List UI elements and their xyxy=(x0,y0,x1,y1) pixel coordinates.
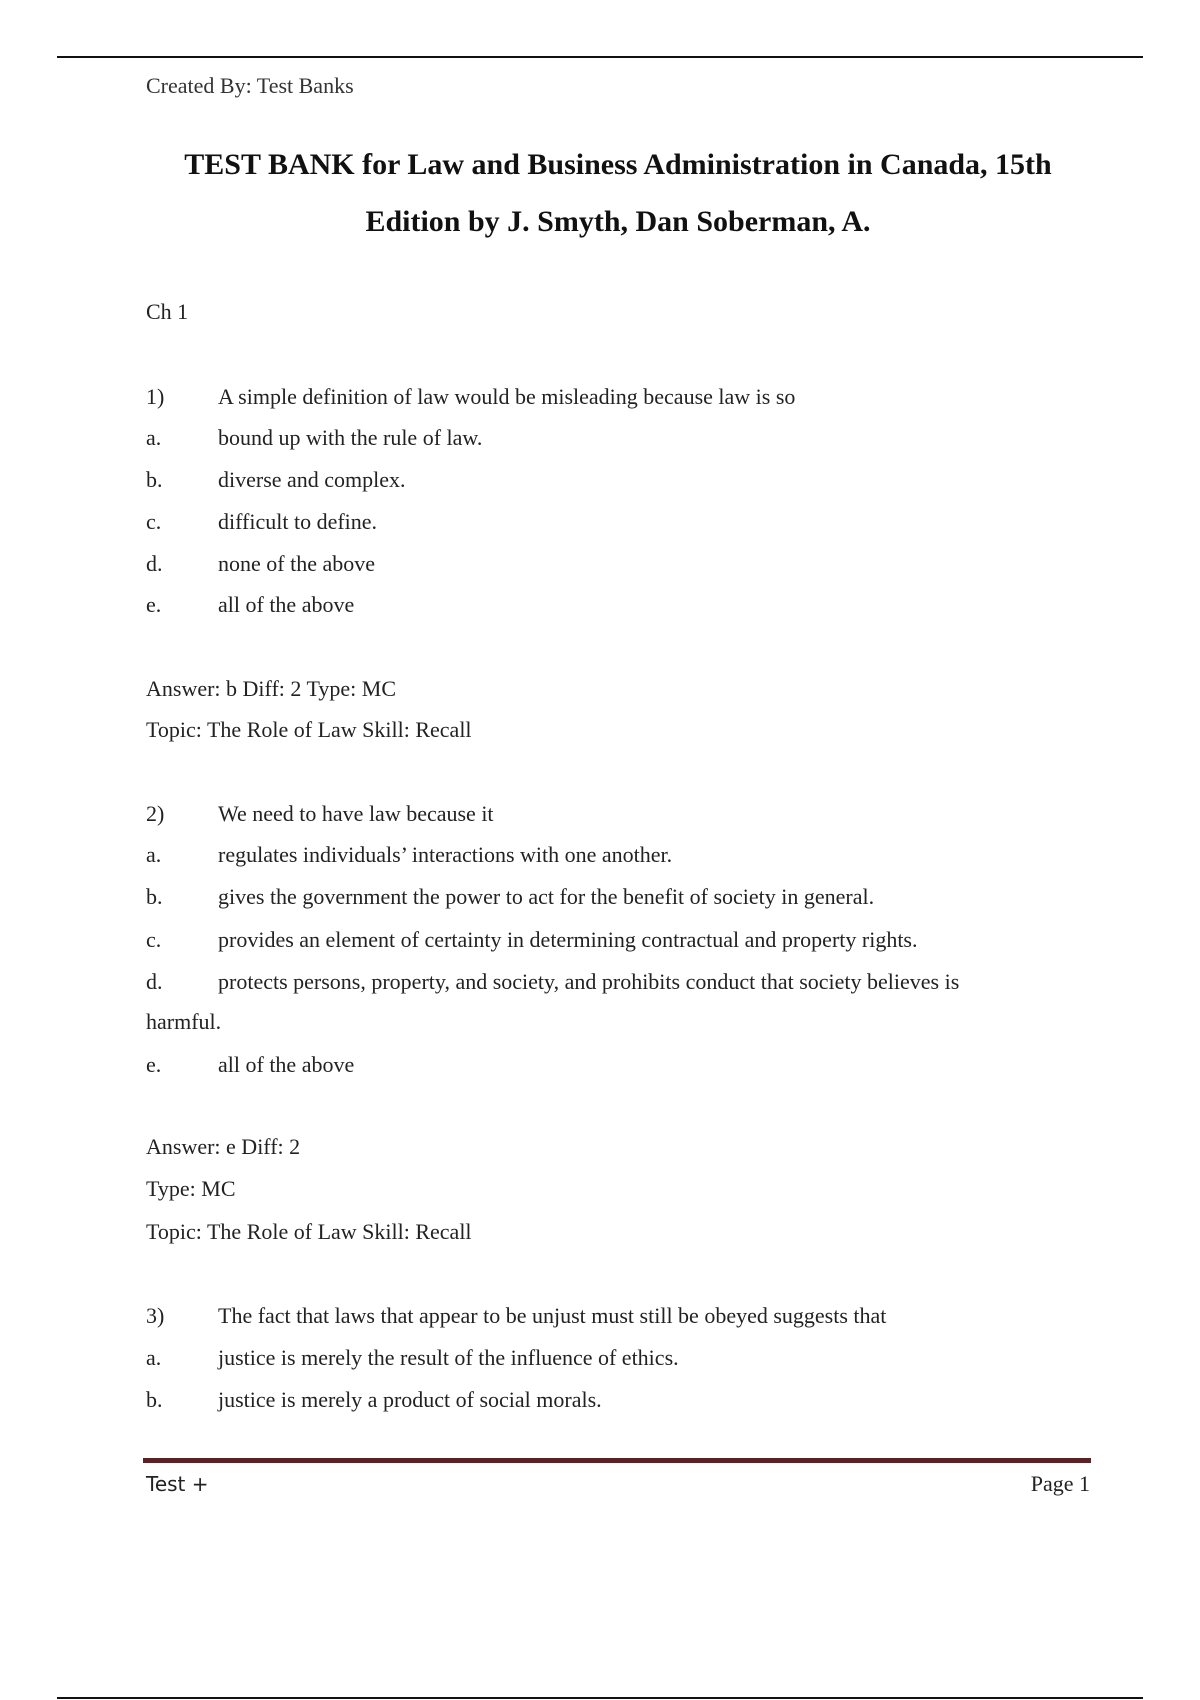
question-2-option-a xyxy=(146,841,672,869)
title-line-2: Edition by J. Smyth, Dan Soberman, A. xyxy=(365,205,871,238)
question-3-option-a xyxy=(146,1344,679,1372)
document-title xyxy=(120,136,1116,250)
question-1-option-a xyxy=(146,424,482,452)
question-2-type: Type: MC xyxy=(146,1176,236,1201)
option-text: none of the above xyxy=(218,551,375,576)
option-text: regulates individuals’ interactions with one another. xyxy=(218,842,673,867)
option-text: diverse and complex. xyxy=(218,467,406,492)
option-letter: e. xyxy=(146,592,162,617)
question-2-option-c xyxy=(146,926,918,954)
question-2-topic: Topic: The Role of Law Skill: Recall xyxy=(146,1219,472,1244)
question-3-stem xyxy=(146,1302,886,1330)
question-2-answer: Answer: e Diff: 2 xyxy=(146,1134,301,1159)
question-2-option-b xyxy=(146,883,874,911)
option-text: justice is merely a product of social morals. xyxy=(218,1387,602,1412)
question-number: 1) xyxy=(146,384,165,409)
option-letter: b. xyxy=(146,1387,163,1412)
question-text: A simple definition of law would be misleading because law is so xyxy=(218,384,796,409)
bottom-rule xyxy=(57,1697,1143,1699)
created-by-text: Created By: Test Banks xyxy=(146,73,354,98)
option-text: all of the above xyxy=(218,592,355,617)
question-number: 2) xyxy=(146,801,165,826)
question-text: We need to have law because it xyxy=(218,801,494,826)
question-2-stem xyxy=(146,800,494,828)
option-letter: b. xyxy=(146,467,163,492)
option-letter: e. xyxy=(146,1052,162,1077)
option-text: protects persons, property, and society, and prohibits conduct that society believes is xyxy=(218,969,960,994)
option-text: difficult to define. xyxy=(218,509,378,534)
footer-left-text: Test + xyxy=(146,1472,209,1496)
option-letter: d. xyxy=(146,969,163,994)
option-text: provides an element of certainty in determining contractual and property rights. xyxy=(218,927,918,952)
option-letter: c. xyxy=(146,927,162,952)
question-1-stem xyxy=(146,383,795,411)
option-letter: c. xyxy=(146,509,162,534)
question-2-option-d xyxy=(146,968,959,996)
option-text: bound up with the rule of law. xyxy=(218,425,483,450)
question-1-topic: Topic: The Role of Law Skill: Recall xyxy=(146,717,472,742)
page-number: Page 1 xyxy=(1030,1471,1090,1496)
option-letter: a. xyxy=(146,842,162,867)
option-text: justice is merely the result of the influence of ethics. xyxy=(218,1345,679,1370)
question-1-option-e xyxy=(146,591,354,619)
question-1-option-d xyxy=(146,550,375,578)
option-letter: a. xyxy=(146,425,162,450)
question-text: The fact that laws that appear to be unjust must still be obeyed suggests that xyxy=(218,1303,887,1328)
title-line-1: TEST BANK for Law and Business Administration in Canada, 15th xyxy=(184,148,1052,181)
question-2-option-d-continuation: harmful. xyxy=(146,1009,222,1034)
question-1-option-c xyxy=(146,508,377,536)
question-number: 3) xyxy=(146,1303,165,1328)
option-text: gives the government the power to act for the benefit of society in general. xyxy=(218,884,875,909)
question-1-option-b xyxy=(146,466,406,494)
chapter-label: Ch 1 xyxy=(146,299,189,324)
question-2-option-e xyxy=(146,1051,354,1079)
option-letter: a. xyxy=(146,1345,162,1370)
option-letter: d. xyxy=(146,551,163,576)
top-rule xyxy=(57,56,1143,58)
footer-rule xyxy=(143,1458,1091,1463)
option-letter: b. xyxy=(146,884,163,909)
option-text: all of the above xyxy=(218,1052,355,1077)
question-3-option-b xyxy=(146,1386,602,1414)
question-1-answer: Answer: b Diff: 2 Type: MC xyxy=(146,676,397,701)
